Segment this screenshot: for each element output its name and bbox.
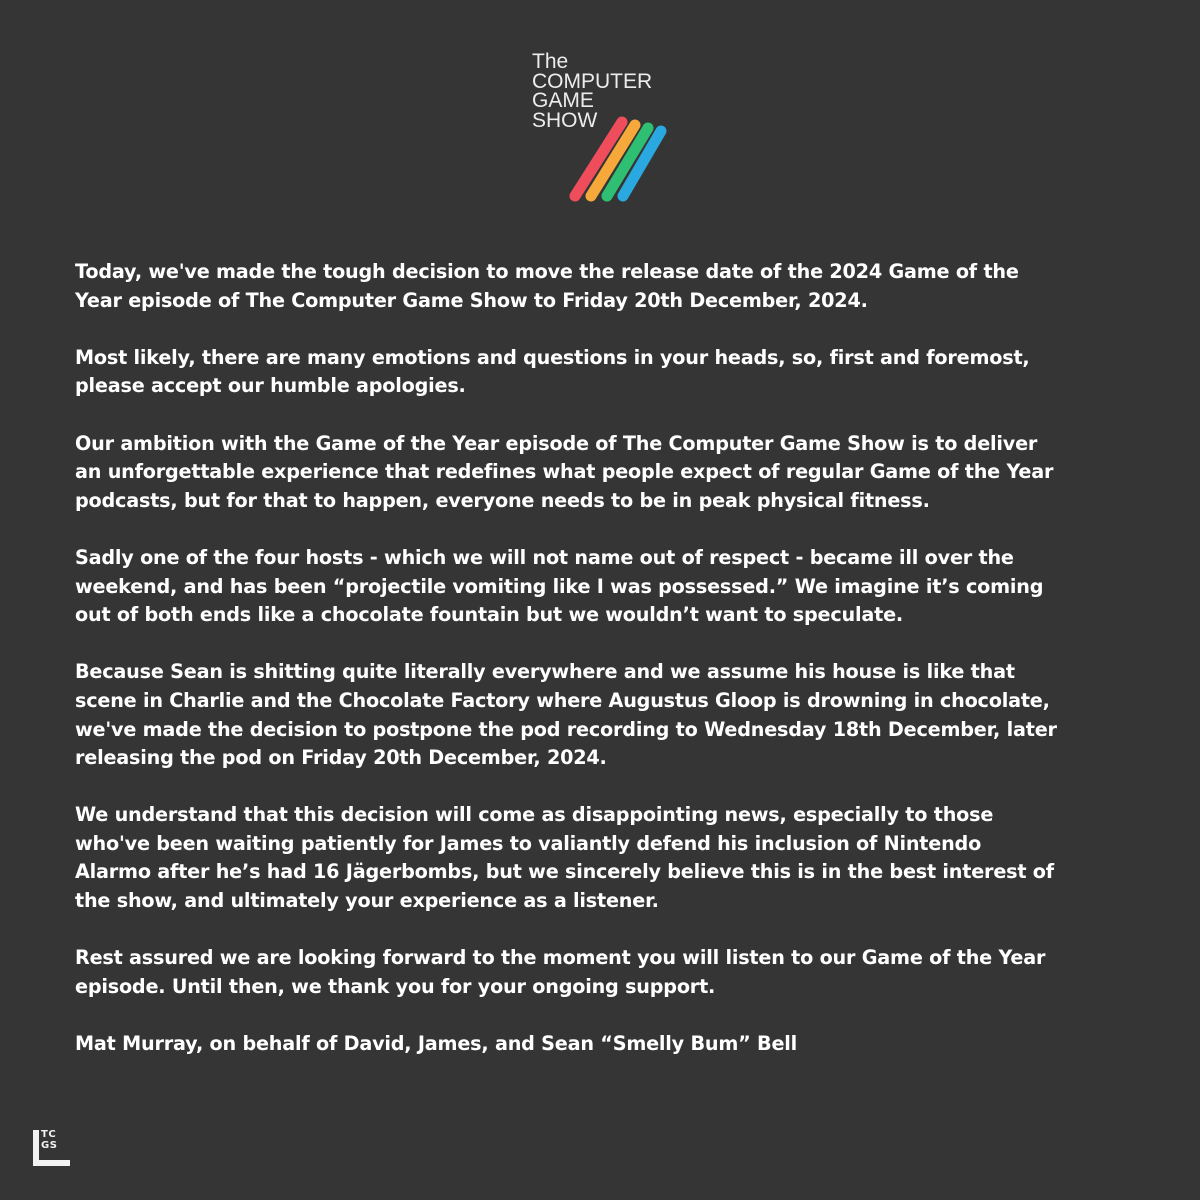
- tcgs-badge-text: [41, 1129, 57, 1151]
- paragraph-release-date: Today, we've made the tough decision to move the release date of the 2024 Game of the Year episode of The Computer Game Show to Friday 20th December, 2024.: [75, 260, 1019, 312]
- paragraph-apology: Most likely, there are many emotions and questions in your heads, so, first and foremost, please accept our humble apologies.: [75, 345, 1030, 398]
- badge-line-tc: TC: [41, 1129, 57, 1140]
- paragraph-ambition: Our ambition with the Game of the Year episode of The Computer Game Show is to deliver an unforgettable experience that redefines what people expect of regular Game of the Year podcasts, but for that to happen, everyone needs to be in peak physical fitness.: [75, 431, 1054, 512]
- paragraph-postpone: Because Sean is shitting quite literally everywhere and we assume his house is like that scene in Charlie and the Chocolate Factory where Augustus Gloop is drowning in chocolate, we've made the decision to postpone the pod recording to Wednesday 18th December, later releasing the pod on Friday 20th December, 2024.: [75, 660, 1057, 770]
- tcgs-badge: [30, 1128, 72, 1168]
- signature: Mat Murray, on behalf of David, James, and Sean “Smelly Bum” Bell: [75, 1032, 798, 1056]
- badge-line-gs: GS: [41, 1140, 58, 1151]
- paragraph-host-ill: Sadly one of the four hosts - which we will not name out of respect - became ill over the weekend, and has been “projectile vomiting like I was possessed.” We imagine it’s coming out of both ends like a chocolate fountain but we wouldn’t want to speculate.: [75, 545, 1044, 627]
- logo-line-computer: COMPUTER: [532, 69, 653, 93]
- show-logo: [528, 52, 688, 208]
- logo-line-show: SHOW: [532, 108, 598, 132]
- paragraph-rest-assured: Rest assured we are looking forward to the moment you will listen to our Game of the Year episode. Until then, we thank you for your ongoing support.: [75, 946, 1046, 998]
- logo-stripes-icon: [528, 52, 688, 208]
- logo-line-game: GAME: [532, 89, 594, 112]
- statement-letter: [75, 258, 1135, 1059]
- logo-line-the: The: [532, 50, 569, 73]
- paragraph-disappointing: We understand that this decision will come as disappointing news, especially to those who've been waiting patiently for James to valiantly defend his inclusion of Nintendo Alarmo after he’s had 16 Jägerbombs, but we sincerely believe this is in the best interest of the show, and ultimately your experience as a listener.: [75, 803, 1054, 913]
